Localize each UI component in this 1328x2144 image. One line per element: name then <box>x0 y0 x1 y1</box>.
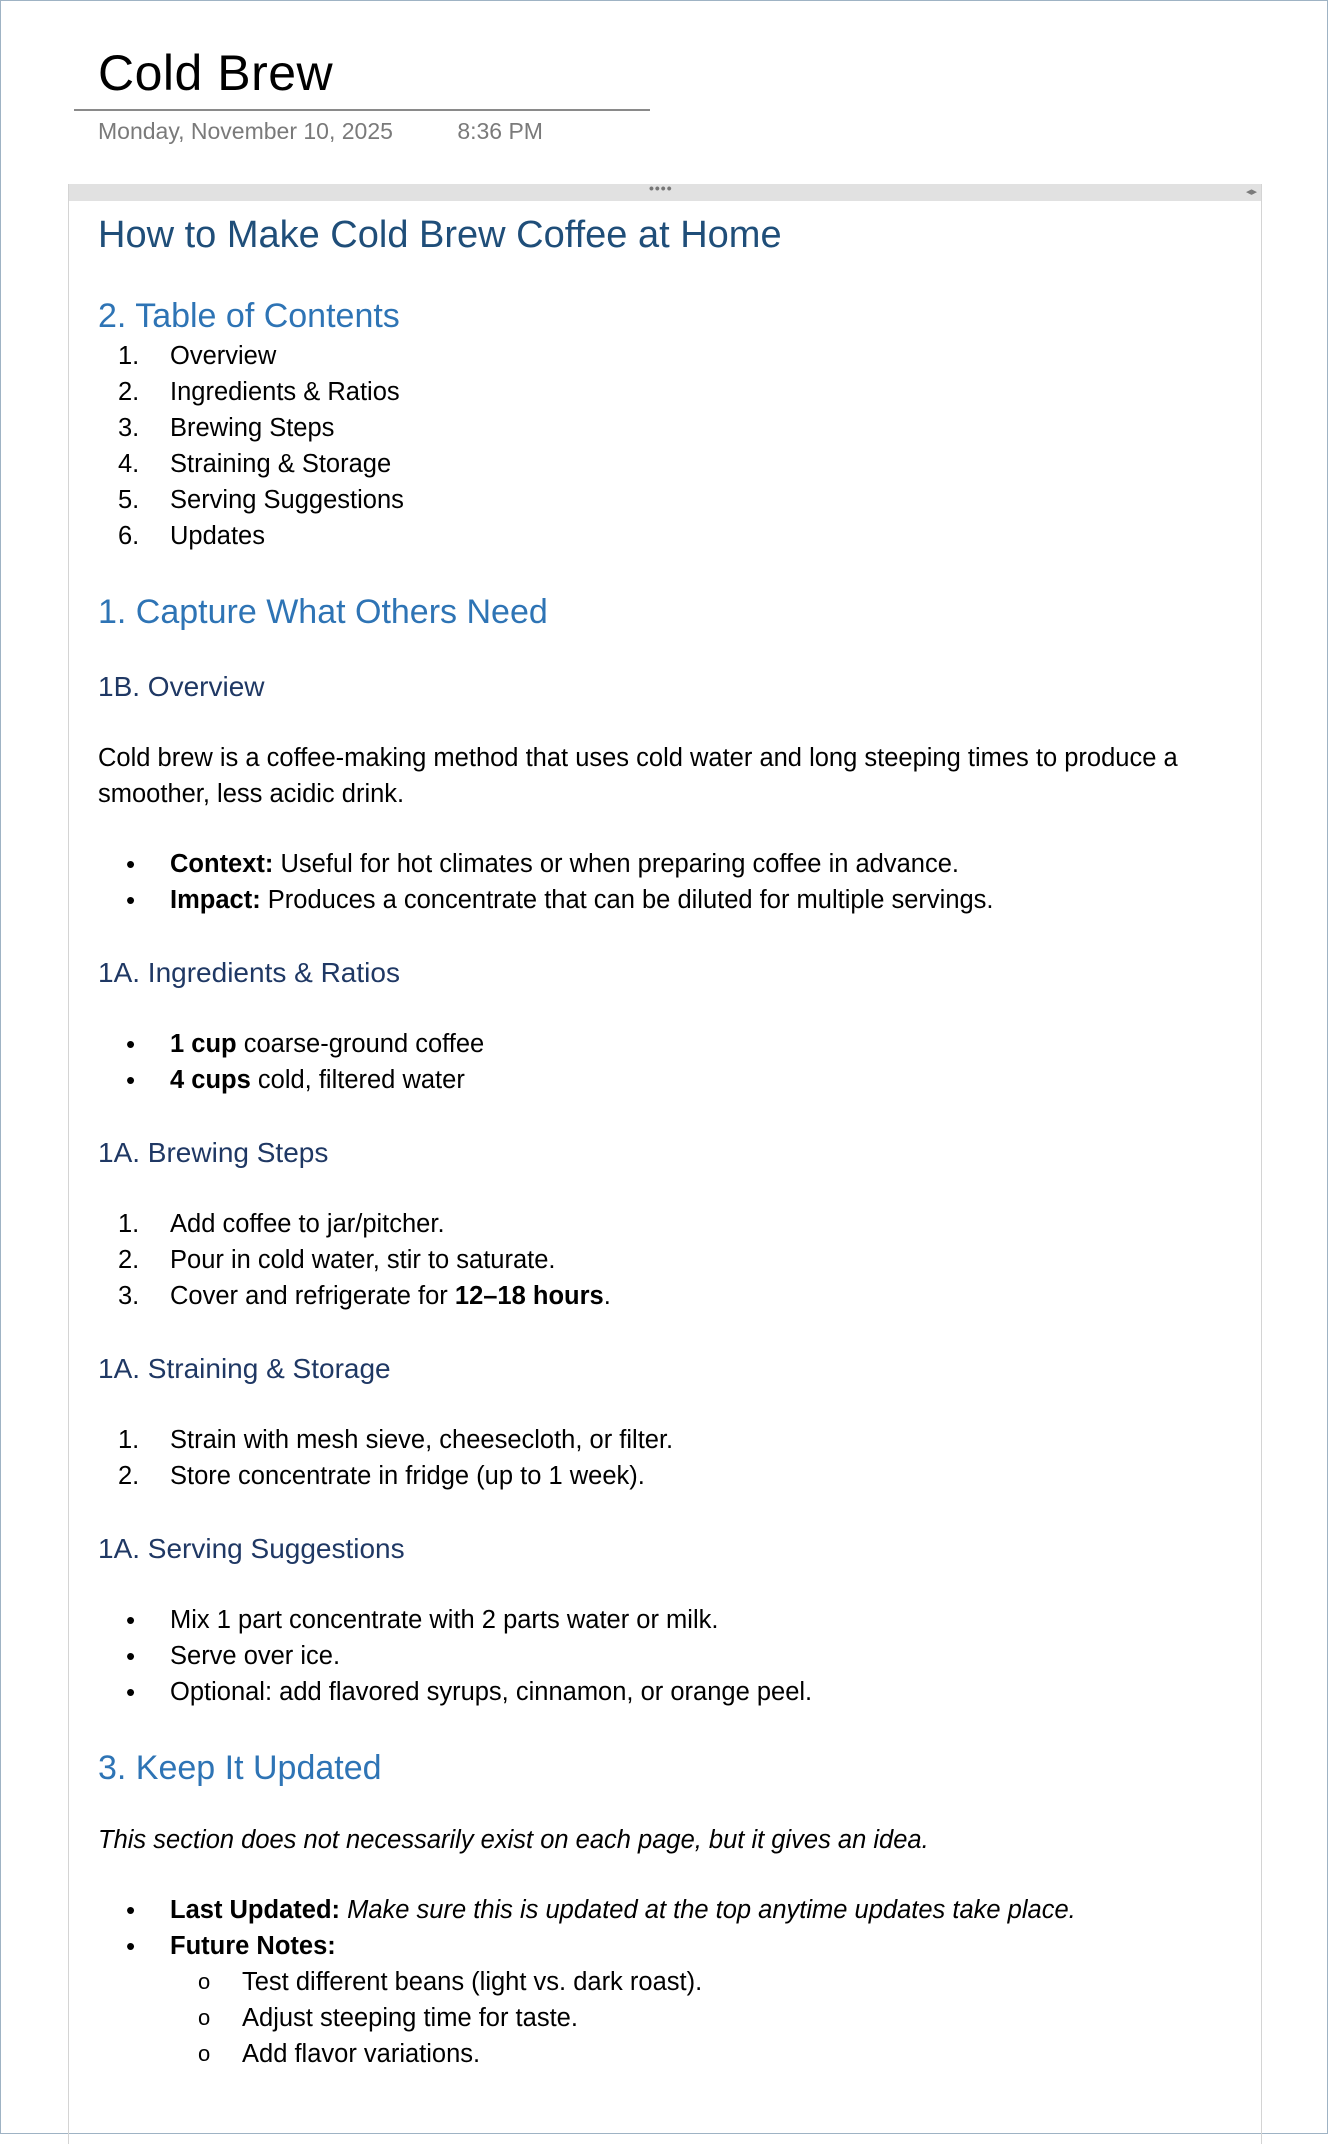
toc-item[interactable] <box>98 374 1248 410</box>
toc-item-label: Serving Suggestions <box>170 486 404 514</box>
toc-item[interactable] <box>98 482 1248 518</box>
list-number: 2. <box>118 1246 140 1274</box>
list-item[interactable] <box>98 1674 1248 1710</box>
overview-paragraph[interactable]: Cold brew is a coffee-making method that uses cold water and long steeping times to produce a smoother, less acidic drink. <box>98 744 1178 808</box>
list-item[interactable] <box>98 1026 1248 1062</box>
toc-item[interactable] <box>98 410 1248 446</box>
sub-bullet-text: Adjust steeping time for taste. <box>242 2004 578 2032</box>
bullet-text: Useful for hot climates or when preparing coffee in advance. <box>273 850 959 878</box>
drag-handle-icon[interactable]: •••• <box>649 180 673 196</box>
updated-heading[interactable]: 3. Keep It Updated <box>98 1749 382 1787</box>
toc-item[interactable] <box>98 446 1248 482</box>
toc-item-label: Ingredients & Ratios <box>170 378 400 406</box>
list-number: 3. <box>118 414 140 442</box>
list-number: 1. <box>118 1210 140 1238</box>
bullet-label: Last Updated: <box>170 1896 341 1924</box>
bullet-label: Future Notes: <box>170 1932 336 1960</box>
list-item[interactable] <box>98 846 1248 882</box>
straining-heading[interactable]: 1A. Straining & Storage <box>98 1353 391 1384</box>
step-text: Strain with mesh sieve, cheesecloth, or filter. <box>170 1426 674 1454</box>
circle-bullet-icon: o <box>198 2041 211 2066</box>
overview-heading[interactable]: 1B. Overview <box>98 671 265 702</box>
step-text-end: . <box>603 1282 611 1310</box>
toc-item[interactable] <box>98 338 1248 374</box>
doc-title[interactable]: How to Make Cold Brew Coffee at Home <box>98 214 782 256</box>
bullet-text: Produces a concentrate that can be diluted for multiple servings. <box>260 886 994 914</box>
page-time: 8:36 PM <box>457 118 543 144</box>
bullet-icon: • <box>126 885 136 915</box>
step-text: Cover and refrigerate for <box>170 1282 455 1310</box>
bullet-label: 1 cup <box>170 1030 237 1058</box>
circle-bullet-icon: o <box>198 2005 211 2030</box>
ingredients-bullets <box>98 1026 1248 1098</box>
serving-heading[interactable]: 1A. Serving Suggestions <box>98 1533 405 1564</box>
bullet-icon: • <box>126 849 136 879</box>
list-item[interactable] <box>98 1458 1248 1494</box>
step-text: Pour in cold water, stir to saturate. <box>170 1246 556 1274</box>
title-underline <box>74 109 650 111</box>
updated-bullets <box>98 1892 1248 2072</box>
bullet-text: Make sure this is updated at the top anytime updates take place. <box>340 1896 1076 1924</box>
toc-item-label: Overview <box>170 342 277 370</box>
bullet-text: cold, filtered water <box>250 1066 465 1094</box>
list-number: 2. <box>118 378 140 406</box>
list-number: 5. <box>118 486 140 514</box>
bullet-text: Serve over ice. <box>170 1642 341 1670</box>
updated-note[interactable]: This section does not necessarily exist on each page, but it gives an idea. <box>98 1826 929 1854</box>
list-item[interactable] <box>98 1892 1248 1928</box>
container-title-bar[interactable] <box>69 180 1261 201</box>
list-number: 1. <box>118 1426 140 1454</box>
bullet-icon: • <box>126 1895 136 1925</box>
sub-bullet-text: Add flavor variations. <box>242 2040 481 2068</box>
sub-list-item[interactable] <box>98 2036 1248 2072</box>
list-item[interactable] <box>98 1422 1248 1458</box>
bullet-text: Optional: add flavored syrups, cinnamon, or orange peel. <box>170 1678 813 1706</box>
bullet-label: Impact: <box>170 886 261 914</box>
toc-list <box>98 338 1248 554</box>
list-item[interactable] <box>98 1242 1248 1278</box>
step-bold: 12–18 hours <box>454 1282 604 1310</box>
bullet-icon: • <box>126 1931 136 1961</box>
bullet-label: 4 cups <box>170 1066 251 1094</box>
list-number: 3. <box>118 1282 140 1310</box>
capture-heading[interactable]: 1. Capture What Others Need <box>98 593 548 631</box>
bullet-icon: • <box>126 1641 136 1671</box>
list-item[interactable] <box>98 1638 1248 1674</box>
toc-item-label: Brewing Steps <box>170 414 335 442</box>
list-item[interactable] <box>98 1602 1248 1638</box>
bullet-icon: • <box>126 1605 136 1635</box>
bullet-text: coarse-ground coffee <box>236 1030 485 1058</box>
ingredients-heading[interactable]: 1A. Ingredients & Ratios <box>98 957 400 988</box>
bullet-icon: • <box>126 1065 136 1095</box>
sub-bullet-text: Test different beans (light vs. dark roast). <box>242 1968 703 1996</box>
bullet-icon: • <box>126 1677 136 1707</box>
toc-item[interactable] <box>98 518 1248 554</box>
note-content[interactable] <box>98 210 1248 2072</box>
list-number: 4. <box>118 450 140 478</box>
list-item[interactable] <box>98 882 1248 918</box>
list-number: 1. <box>118 342 140 370</box>
step-text: Add coffee to jar/pitcher. <box>170 1210 445 1238</box>
sub-list-item[interactable] <box>98 2000 1248 2036</box>
page-date: Monday, November 10, 2025 <box>98 118 393 144</box>
list-item[interactable] <box>98 1062 1248 1098</box>
bullet-icon: • <box>126 1029 136 1059</box>
sub-list-item[interactable] <box>98 1964 1248 2000</box>
page-title[interactable]: Cold Brew <box>98 45 334 101</box>
list-number: 6. <box>118 522 140 550</box>
toc-heading[interactable]: 2. Table of Contents <box>98 297 400 335</box>
serving-bullets <box>98 1602 1248 1710</box>
overview-bullets <box>98 846 1248 918</box>
toc-item-label: Straining & Storage <box>170 450 392 478</box>
list-number: 2. <box>118 1462 140 1490</box>
brewing-heading[interactable]: 1A. Brewing Steps <box>98 1137 329 1168</box>
step-text: Store concentrate in fridge (up to 1 week). <box>170 1462 645 1490</box>
list-item[interactable] <box>98 1928 1248 1964</box>
list-item[interactable] <box>98 1278 1248 1314</box>
resize-arrows-icon[interactable]: ◂▸ <box>1245 186 1257 198</box>
page-meta <box>98 118 543 145</box>
brewing-steps <box>98 1206 1248 1314</box>
circle-bullet-icon: o <box>198 1969 211 1994</box>
bullet-label: Context: <box>170 850 274 878</box>
toc-item-label: Updates <box>170 522 265 550</box>
list-item[interactable] <box>98 1206 1248 1242</box>
straining-steps <box>98 1422 1248 1494</box>
bullet-text: Mix 1 part concentrate with 2 parts water or milk. <box>170 1606 719 1634</box>
